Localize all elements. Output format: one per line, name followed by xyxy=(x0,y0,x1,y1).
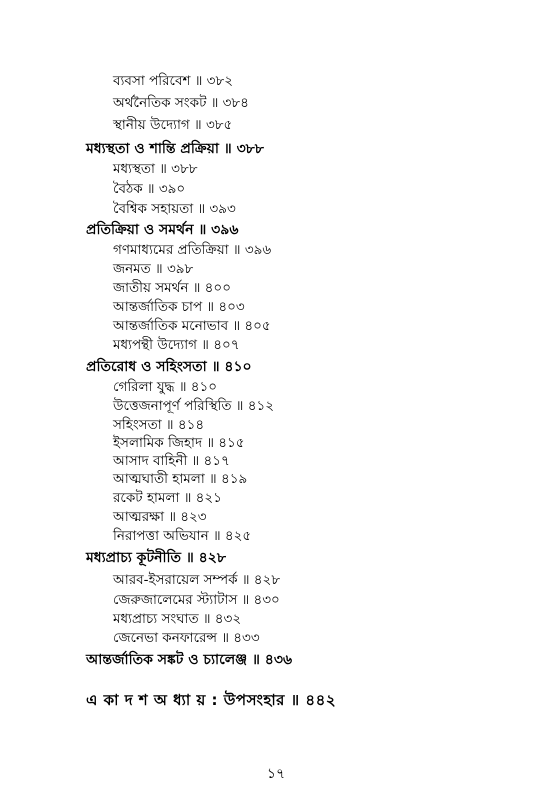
toc-entry: আত্মঘাতী হামলা ॥ ৪১৯ xyxy=(113,471,248,487)
toc-entry: নিরাপত্তা অভিযান ॥ ৪২৫ xyxy=(113,528,252,544)
toc-entry: জেনেভা কনফারেন্স ॥ ৪৩৩ xyxy=(113,630,260,646)
toc-entry: স্থানীয় উদ্যোগ ॥ ৩৮৫ xyxy=(113,117,233,133)
toc-entry: আরব-ইসরায়েল সম্পর্ক ॥ ৪২৮ xyxy=(113,572,281,588)
toc-entry: মধ্যস্থতা ॥ ৩৮৮ xyxy=(113,161,198,177)
page-number: ১৭ xyxy=(266,766,286,782)
toc-entry: ব্যবসা পরিবেশ ॥ ৩৮২ xyxy=(113,73,233,89)
toc-entry: রকেট হামলা ॥ ৪২১ xyxy=(113,490,222,506)
toc-entry: আন্তর্জাতিক চাপ ॥ ৪০৩ xyxy=(113,299,245,315)
toc-entry: জাতীয় সমর্থন ॥ ৪০০ xyxy=(113,280,231,296)
toc-section-heading: আন্তর্জাতিক সঙ্কট ও চ্যালেঞ্জ ॥ ৪৩৬ xyxy=(86,652,293,668)
toc-section-heading: মধ্যপ্রাচ্য কূটনীতি ॥ ৪২৮ xyxy=(86,550,226,566)
toc-entry: আত্মরক্ষা ॥ ৪২৩ xyxy=(113,509,207,525)
toc-entry: সহিংসতা ॥ ৪১৪ xyxy=(113,417,205,433)
toc-section-heading: মধ্যস্থতা ও শান্তি প্রক্রিয়া ॥ ৩৮৮ xyxy=(86,141,264,157)
toc-entry: আসাদ বাহিনী ॥ ৪১৭ xyxy=(113,453,230,469)
toc-entry: গেরিলা যুদ্ধ ॥ ৪১০ xyxy=(113,379,218,395)
toc-chapter-heading: এ কা দ শ অ ধ্যা য় : উপসংহার ॥ ৪৪২ xyxy=(86,691,337,709)
toc-entry: ইসলামিক জিহাদ ॥ ৪১৫ xyxy=(113,435,245,451)
toc-entry: আন্তর্জাতিক মনোভাব ॥ ৪০৫ xyxy=(113,318,271,334)
toc-entry: গণমাধ্যমের প্রতিক্রিয়া ॥ ৩৯৬ xyxy=(113,242,272,258)
toc-section-heading: প্রতিরোধ ও সহিংসতা ॥ ৪১০ xyxy=(86,359,252,375)
toc-entry: বৈশ্বিক সহায়তা ॥ ৩৯৩ xyxy=(113,201,236,217)
toc-entry: মধ্যপন্থী উদ্যোগ ॥ ৪০৭ xyxy=(113,337,240,353)
toc-entry: মধ্যপ্রাচ্য সংঘাত ॥ ৪৩২ xyxy=(113,611,242,627)
toc-entry: উত্তেজনাপূর্ণ পরিস্থিতি ॥ ৪১২ xyxy=(113,398,275,414)
toc-entry: অর্থনৈতিক সংকট ॥ ৩৮৪ xyxy=(113,95,249,111)
toc-entry: জেরুজালেমের স্ট্যাটাস ॥ ৪৩০ xyxy=(113,592,280,608)
toc-entry: বৈঠক ॥ ৩৯০ xyxy=(113,181,186,197)
toc-section-heading: প্রতিক্রিয়া ও সমর্থন ॥ ৩৯৬ xyxy=(86,222,239,238)
toc-entry: জনমত ॥ ৩৯৮ xyxy=(113,261,194,277)
